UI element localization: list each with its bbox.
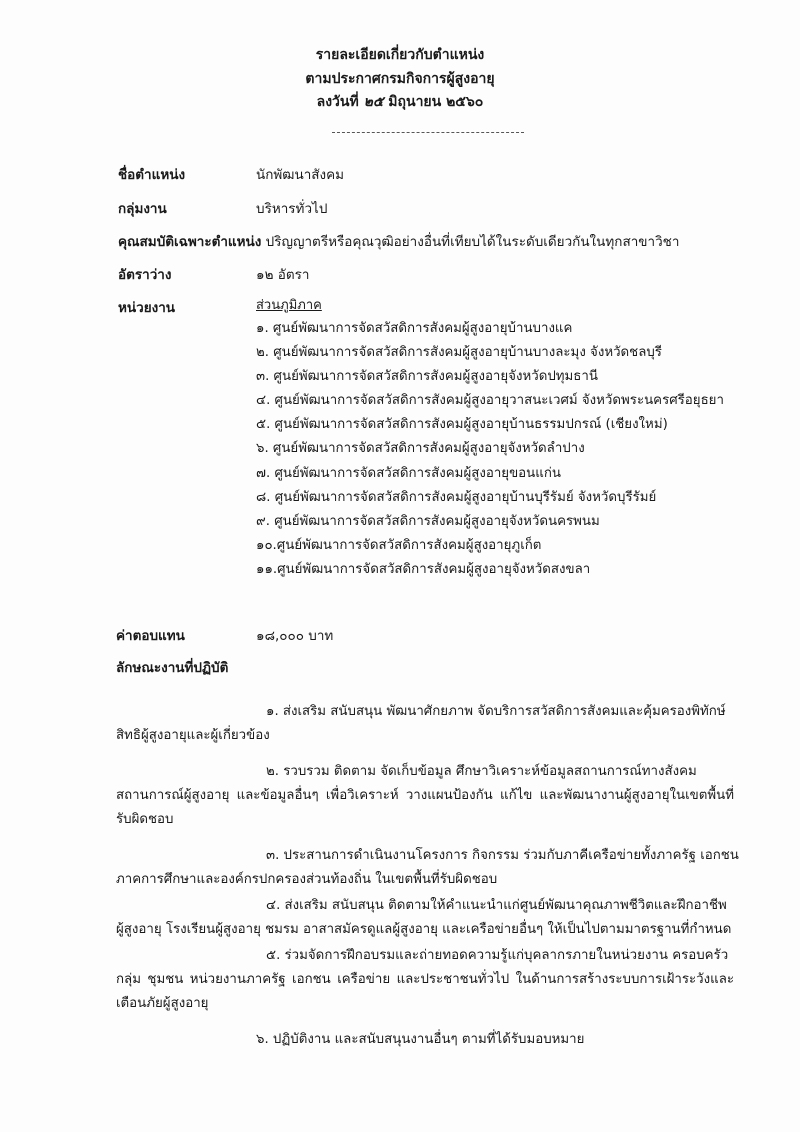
unit-list [256, 294, 724, 582]
qualification-label: คุณสมบัติเฉพาะตำแหน่ง [118, 234, 262, 250]
duty-first-line: ๑. ส่งเสริม สนับสนุน พัฒนาศักยภาพ จัดบริการสวัสดิการสังคมและคุ้มครองพิทักษ์ [266, 704, 726, 719]
group-row [118, 197, 167, 219]
duty-first-line: ๒. รวบรวม ติดตาม จัดเก็บข้อมูล ศึกษาวิเคราะห์ข้อมูลสถานการณ์ทางสังคม [266, 764, 697, 779]
unit-item: ๗. ศูนย์พัฒนาการจัดสวัสดิการสังคมผู้สูงอายุขอนแก่น [256, 465, 561, 481]
unit-item: ๑๐.ศูนย์พัฒนาการจัดสวัสดิการสังคมผู้สูงอายุภูเก็ต [256, 537, 542, 553]
duty-first-line: ๕. ร่วมจัดการฝึกอบรมและถ่ายทอดความรู้แก่บุคลากรภายในหน่วยงาน ครอบครัว [266, 948, 729, 963]
duty-item [116, 1028, 734, 1052]
duty-item [116, 700, 734, 748]
duties-row [116, 656, 228, 678]
date-suffix: มิถุนายน ๒๕๖๐ [383, 94, 484, 110]
salary-row [116, 624, 185, 646]
salary-value: ๑๘,๐๐๐ บาท [256, 628, 334, 644]
duty-continuation: สิทธิผู้สูงอายุและผู้เกี่ยวข้อง [116, 728, 270, 743]
salary-label: ค่าตอบแทน [116, 628, 185, 644]
duties-list [116, 700, 739, 1052]
header-divider [332, 132, 524, 133]
duty-continuation: ภาคการศึกษาและองค์กรปกครองส่วนท้องถิ่น ในเขตพื้นที่รับผิดชอบ [116, 872, 498, 887]
qualification-value: ปริญญาตรีหรือคุณวุฒิอย่างอื่นที่เทียบได้ในระดับเดียวกันในทุกสาขาวิชา [265, 234, 680, 250]
unit-item: ๕. ศูนย์พัฒนาการจัดสวัสดิการสังคมผู้สูงอายุบ้านธรรมปกรณ์ (เชียงใหม่) [256, 417, 668, 433]
date-prefix: ลงวันที่ [316, 94, 364, 110]
handwritten-date-day: ๒๕ [363, 94, 384, 110]
unit-item: ๑. ศูนย์พัฒนาการจัดสวัสดิการสังคมผู้สูงอายุบ้านบางแค [256, 321, 573, 336]
duty-first-line: ๔. ส่งเสริม สนับสนุน ติดตามให้คำแนะนำแก่ศูนย์พัฒนาคุณภาพชีวิตและฝึกอาชีพ [266, 898, 727, 913]
position-value: นักพัฒนาสังคม [256, 167, 345, 183]
document-date-line [0, 91, 800, 113]
group-label: กลุ่มงาน [118, 201, 167, 217]
unit-item: ๖. ศูนย์พัฒนาการจัดสวัสดิการสังคมผู้สูงอายุจังหวัดลำปาง [256, 441, 585, 457]
unit-item: ๔. ศูนย์พัฒนาการจัดสวัสดิการสังคมผู้สูงอายุวาสนะเวศม์ จังหวัดพระนครศรีอยุธยา [256, 393, 724, 409]
duty-continuation: ผู้สูงอายุ โรงเรียนผู้สูงอายุ ชมรม อาสาสมัครดูแลผู้สูงอายุ และเครือข่ายอื่นๆ ให้เป็นไปตามมาตรฐานที่กำหนด [116, 922, 732, 937]
position-label: ชื่อตำแหน่ง [118, 167, 186, 183]
vacancy-label: อัตราว่าง [118, 267, 172, 283]
duty-item [116, 894, 734, 942]
vacancy-value: ๑๒ อัตรา [256, 267, 310, 283]
duty-first-line: ๖. ปฏิบัติงาน และสนับสนุนงานอื่นๆ ตามที่ได้รับมอบหมาย [256, 1032, 585, 1047]
unit-item: ๑๑.ศูนย์พัฒนาการจัดสวัสดิการสังคมผู้สูงอายุจังหวัดสงขลา [256, 561, 591, 577]
unit-item: ๙. ศูนย์พัฒนาการจัดสวัสดิการสังคมผู้สูงอายุจังหวัดนครพนม [256, 513, 600, 529]
group-value: บริหารทั่วไป [256, 201, 328, 217]
unit-label: หน่วยงาน [118, 300, 176, 316]
duty-first-line: ๓. ประสานการดำเนินงานโครงการ กิจกรรม ร่วมกับภาคีเครือข่ายทั้งภาครัฐ เอกชน [266, 848, 739, 863]
duty-continuation: สถานการณ์ผู้สูงอายุ และข้อมูลอื่นๆ เพื่อวิเคราะห์ วางแผนป้องกัน แก้ไข และพัฒนางานผู้สูงอายุในเขตพื้นที่รับผิดชอบ [116, 788, 734, 827]
unit-item: ๒. ศูนย์พัฒนาการจัดสวัสดิการสังคมผู้สูงอายุบ้านบางละมุง จังหวัดชลบุรี [256, 345, 662, 361]
duty-continuation: กลุ่ม ชุมชน หน่วยงานภาครัฐ เอกชน เครือข่าย และประชาชนทั่วไป ในด้านการสร้างระบบการเฝ้าระวังและเตือนภัยผู้สูงอายุ [116, 972, 734, 1011]
unit-item: ๘. ศูนย์พัฒนาการจัดสวัสดิการสังคมผู้สูงอายุบ้านบุรีรัมย์ จังหวัดบุรีรัมย์ [256, 489, 657, 505]
document-title-line-1: รายละเอียดเกี่ยวกับตำแหน่ง [315, 47, 485, 63]
duty-item [116, 760, 734, 832]
document-title-line-2: ตามประกาศกรมกิจการผู้สูงอายุ [305, 71, 495, 87]
duty-item [116, 944, 734, 1016]
unit-item: ๓. ศูนย์พัฒนาการจัดสวัสดิการสังคมผู้สูงอายุจังหวัดปทุมธานี [256, 369, 598, 385]
duties-label: ลักษณะงานที่ปฏิบัติ [116, 660, 229, 676]
vacancy-row [118, 263, 171, 285]
duty-item [116, 844, 739, 892]
unit-region-heading: ส่วนภูมิภาค [256, 298, 322, 313]
position-row [118, 163, 185, 185]
unit-row [118, 296, 175, 318]
qualification-row [118, 230, 679, 252]
